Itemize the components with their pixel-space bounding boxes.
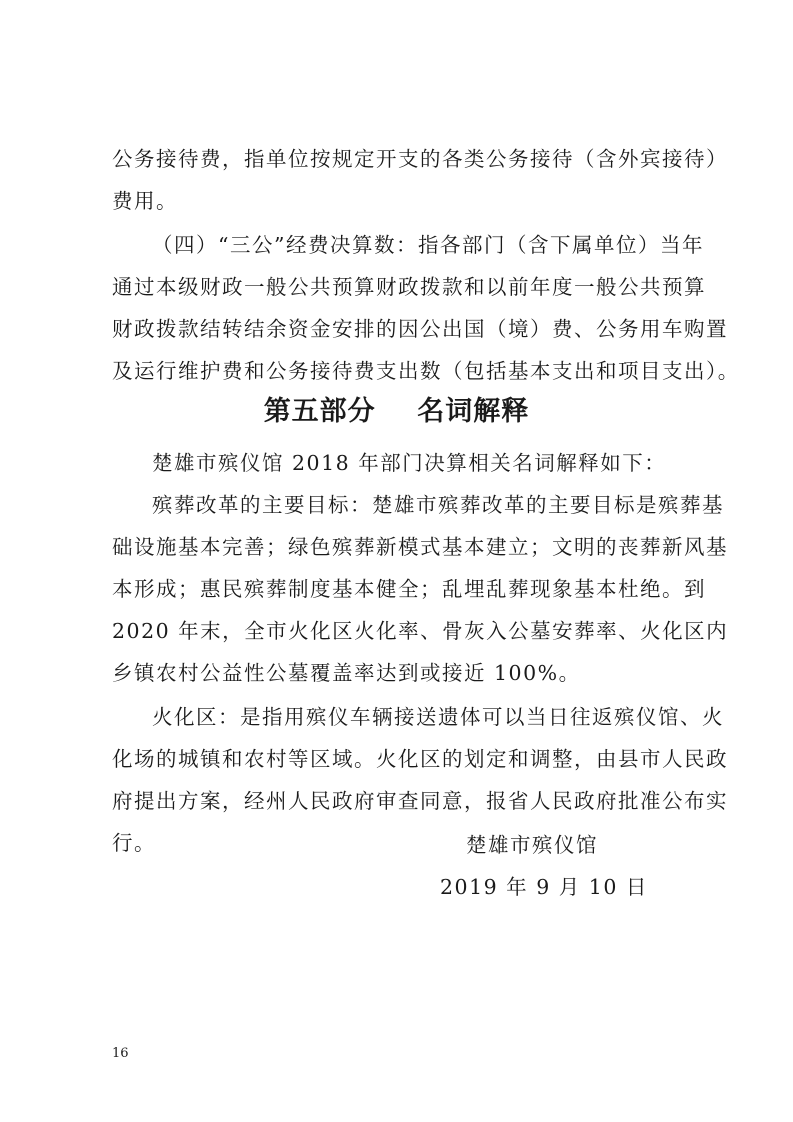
paragraph-line: 行。: [112, 831, 156, 855]
paragraph-line: 通过本级财政一般公共预算财政拨款和以前年度一般公共预算: [112, 275, 706, 299]
paragraph-line: 殡葬改革的主要目标：楚雄市殡葬改革的主要目标是殡葬基: [152, 493, 724, 517]
paragraph-line: 楚雄市殡仪馆 2018 年部门决算相关名词解释如下：: [152, 451, 667, 475]
paragraph-line: 乡镇农村公益性公墓覆盖率达到或接近 100%。: [112, 661, 581, 685]
signature-date: 2019 年 9 月 10 日: [440, 875, 648, 899]
signature-organization: 楚雄市殡仪馆: [466, 833, 598, 857]
page-number: 16: [112, 1046, 129, 1061]
paragraph-line: 府提出方案，经州人民政府审查同意，报省人民政府批准公布实: [112, 789, 728, 813]
paragraph-line: 化场的城镇和农村等区域。火化区的划定和调整，由县市人民政: [112, 747, 728, 771]
section-heading: 第五部分 名词解释: [263, 396, 530, 427]
paragraph-line: 本形成；惠民殡葬制度基本健全；乱埋乱葬现象基本杜绝。到: [112, 577, 706, 601]
paragraph-line: 火化区：是指用殡仪车辆接送遗体可以当日往返殡仪馆、火: [152, 705, 724, 729]
paragraph-line: 公务接待费，指单位按规定开支的各类公务接待（含外宾接待）: [112, 147, 728, 171]
paragraph-line: 础设施基本完善；绿色殡葬新模式基本建立；文明的丧葬新风基: [112, 535, 728, 559]
paragraph-line: 2020 年末，全市火化区火化率、骨灰入公墓安葬率、火化区内: [112, 619, 729, 643]
paragraph-line: （四）“三公”经费决算数：指各部门（含下属单位）当年: [152, 233, 704, 257]
paragraph-line: 及运行维护费和公务接待费支出数（包括基本支出和项目支出）。: [112, 359, 740, 383]
paragraph-line: 财政拨款结转结余资金安排的因公出国（境）费、公务用车购置: [112, 317, 728, 341]
paragraph-line: 费用。: [112, 189, 178, 213]
